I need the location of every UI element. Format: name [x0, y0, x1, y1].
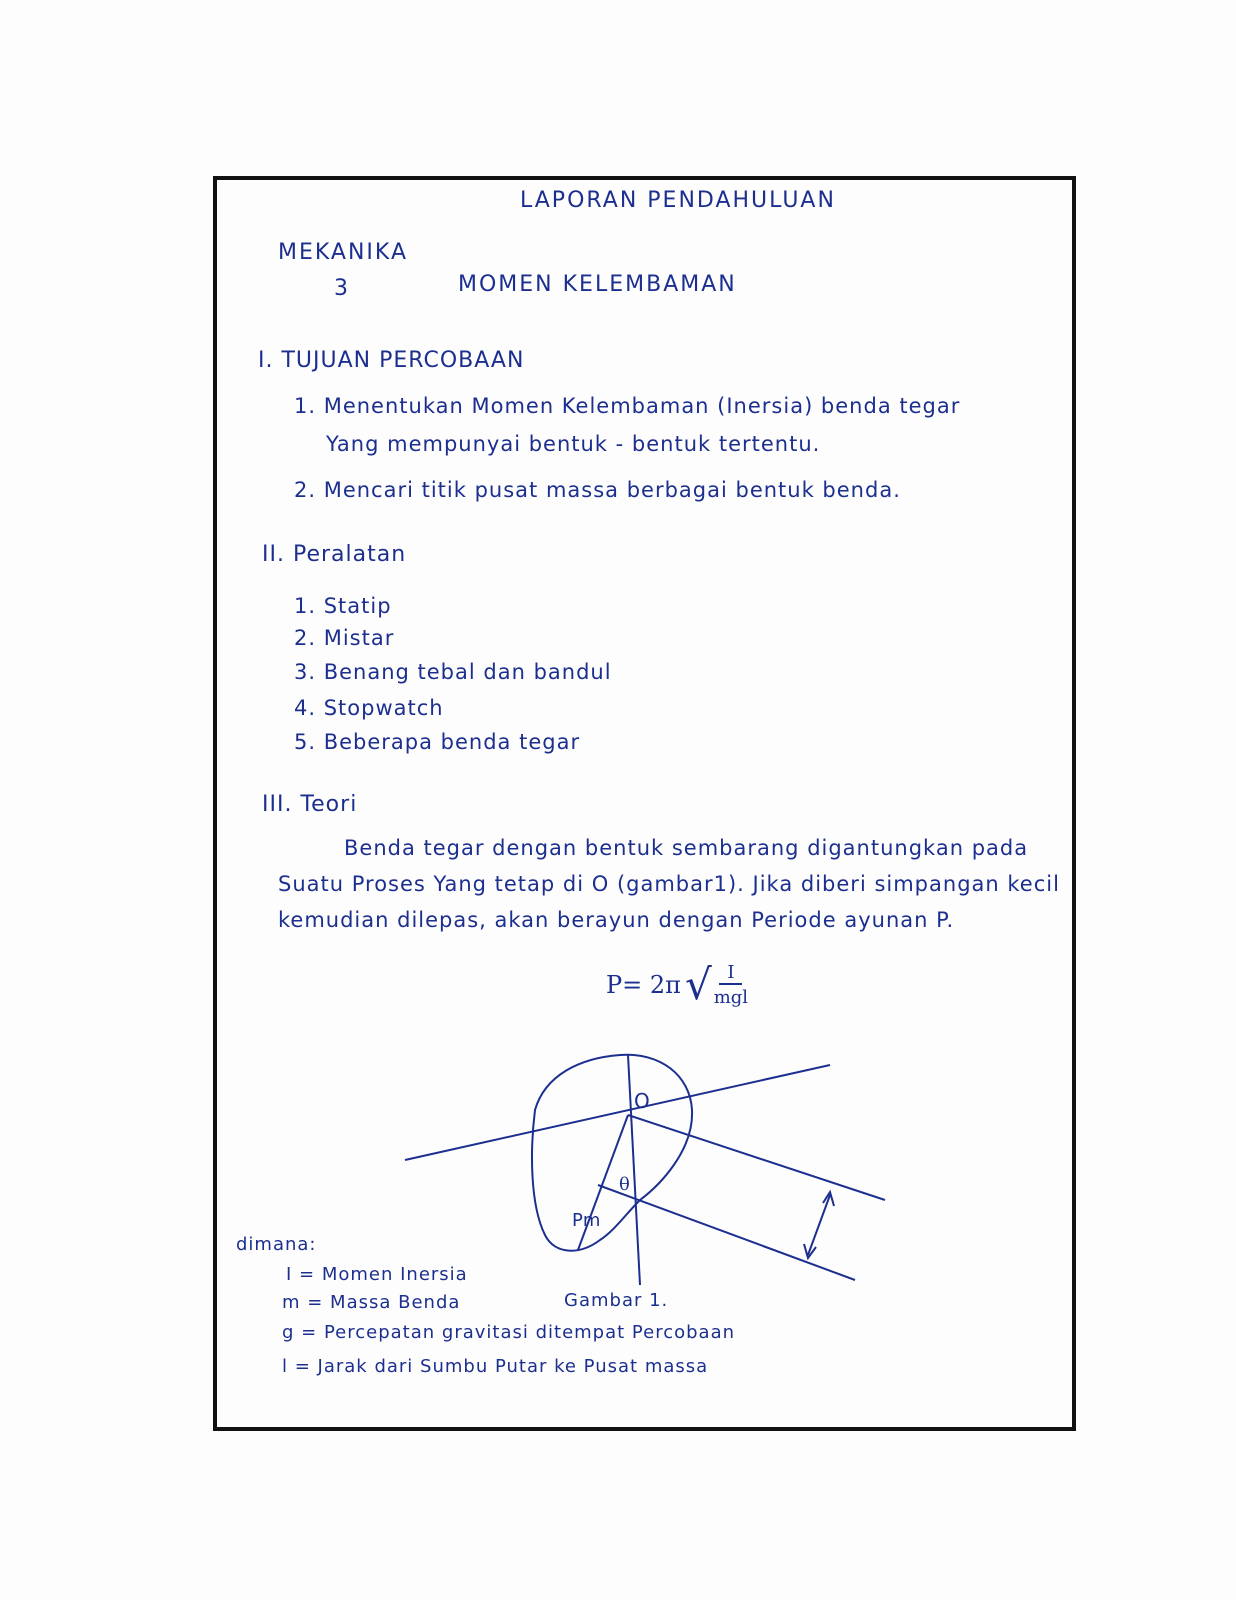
formula-denominator: mgl: [713, 986, 749, 1008]
legend-item: m = Massa Benda: [282, 1292, 461, 1313]
upper-parallel-line: [628, 1115, 885, 1200]
sqrt-sign: √: [684, 960, 712, 1009]
label-o: O: [634, 1089, 650, 1113]
peralatan-item: 2. Mistar: [294, 626, 395, 650]
distance-arrow-line: [808, 1195, 830, 1255]
section-teori-heading: III. Teori: [262, 792, 358, 817]
formula-numerator: I: [719, 962, 742, 985]
report-title: LAPORAN PENDAHULUAN: [520, 188, 836, 213]
section-tujuan-heading: I. TUJUAN PERCOBAAN: [258, 348, 525, 373]
teori-paragraph-line: kemudian dilepas, akan berayun dengan Periode ayunan P.: [278, 908, 955, 932]
peralatan-item: 3. Benang tebal dan bandul: [294, 660, 612, 684]
label-pm: Pm: [572, 1210, 601, 1231]
section-peralatan-heading: II. Peralatan: [262, 542, 407, 567]
tujuan-item: Yang mempunyai bentuk - bentuk tertentu.: [326, 432, 821, 456]
figure-caption: Gambar 1.: [564, 1290, 669, 1311]
teori-paragraph-line: Benda tegar dengan bentuk sembarang digantungkan pada: [344, 836, 1029, 860]
teori-paragraph-line: Suatu Proses Yang tetap di O (gambar1). Jika diberi simpangan kecil: [278, 872, 1060, 896]
legend-item: I = Momen Inersia: [286, 1264, 468, 1285]
formula-lhs: P= 2π: [606, 970, 681, 999]
legend-heading: dimana:: [236, 1234, 317, 1255]
module-title: MOMEN KELEMBAMAN: [458, 272, 737, 297]
legend-item: l = Jarak dari Sumbu Putar ke Pusat massa: [282, 1356, 709, 1377]
peralatan-item: 4. Stopwatch: [294, 696, 444, 720]
peralatan-item: 1. Statip: [294, 594, 392, 618]
tujuan-item: 1. Menentukan Momen Kelembaman (Inersia) benda tegar: [294, 394, 961, 418]
tujuan-item: 2. Mencari titik pusat massa berbagai bentuk benda.: [294, 478, 901, 502]
rigid-body-outline: [532, 1055, 692, 1251]
module-number: 3: [334, 276, 350, 301]
label-theta: θ: [619, 1174, 630, 1195]
legend-item: g = Percepatan gravitasi ditempat Percobaan: [282, 1322, 736, 1343]
subject-label: MEKANIKA: [278, 240, 409, 265]
peralatan-item: 5. Beberapa benda tegar: [294, 730, 581, 754]
